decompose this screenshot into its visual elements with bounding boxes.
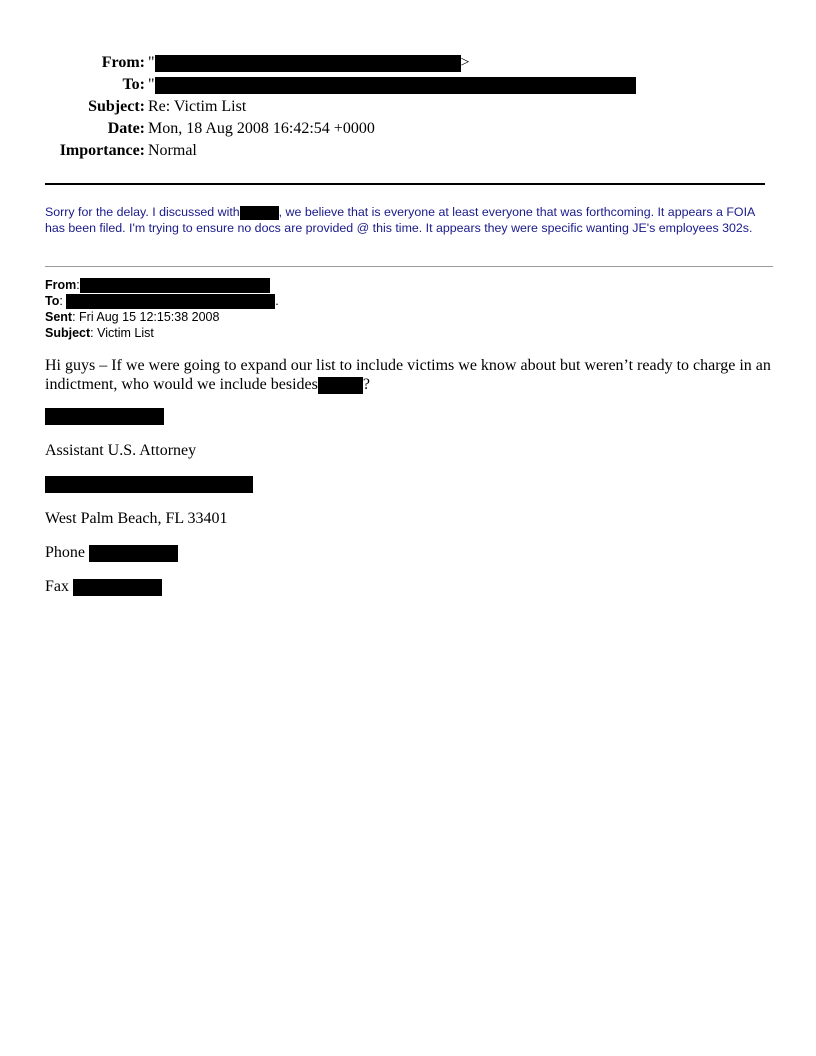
to-value [148, 75, 636, 95]
original-to-sep: : [59, 294, 67, 308]
original-sent-value: : Fri Aug 15 12:15:38 2008 [72, 310, 220, 324]
signature-name-redaction [45, 408, 164, 425]
reply-text-2: , we believe that is everyone at least everyone that was forthcoming. It appears a FOIA has been filed. I'm trying to ensure no docs are provided @ this time. It appears they were specific wanting JE's employees 302s. [45, 205, 755, 235]
original-to-tail: . [275, 294, 279, 308]
reply-message [45, 205, 770, 236]
original-sent-label: Sent [45, 310, 73, 324]
reply-text-1: Sorry for the delay. I discussed with [45, 205, 240, 219]
redaction-block [66, 294, 275, 309]
from-quote: " [148, 54, 155, 71]
quote-divider [45, 266, 773, 267]
from-tail: > [460, 54, 470, 71]
original-to-label: To [45, 294, 60, 308]
redaction-block [73, 579, 162, 596]
original-to-row [45, 293, 279, 309]
original-sent-row [45, 309, 219, 325]
redaction-block [155, 77, 636, 94]
redaction-block [318, 377, 363, 394]
date-value: Mon, 18 Aug 2008 16:42:54 +0000 [148, 120, 375, 137]
signature-phone-row [45, 543, 178, 563]
signature-title: Assistant U.S. Attorney [45, 442, 197, 459]
original-from-sep: : [76, 278, 80, 292]
redaction-block [240, 206, 279, 220]
date-label: Date: [107, 120, 145, 137]
importance-value: Normal [148, 142, 197, 159]
signature-address-redaction [45, 476, 253, 493]
body-text-2: ? [362, 376, 370, 393]
original-from-label: From [45, 278, 77, 292]
redaction-block [89, 545, 178, 562]
from-value [148, 53, 470, 73]
redaction-block [155, 55, 461, 72]
subject-label: Subject: [88, 98, 145, 115]
subject-value: Re: Victim List [148, 98, 247, 115]
phone-label: Phone [45, 544, 85, 561]
to-quote: " [148, 76, 155, 93]
original-subject-value: : Victim List [90, 326, 154, 340]
from-label: From: [101, 54, 145, 71]
original-subject-row [45, 325, 154, 341]
importance-label: Importance: [59, 142, 145, 159]
signature-fax-row [45, 577, 162, 597]
redaction-block [80, 278, 270, 293]
signature-city: West Palm Beach, FL 33401 [45, 510, 228, 527]
to-label: To: [122, 76, 145, 93]
body-text-1: Hi guys – If we were going to expand our list to include victims we know about but weren’t ready to charge in an indictment, who would we include besides [45, 357, 771, 393]
original-from-row [45, 277, 270, 293]
header-divider [45, 183, 765, 185]
original-subject-label: Subject [45, 326, 91, 340]
original-body [45, 356, 775, 394]
fax-label: Fax [45, 578, 69, 595]
